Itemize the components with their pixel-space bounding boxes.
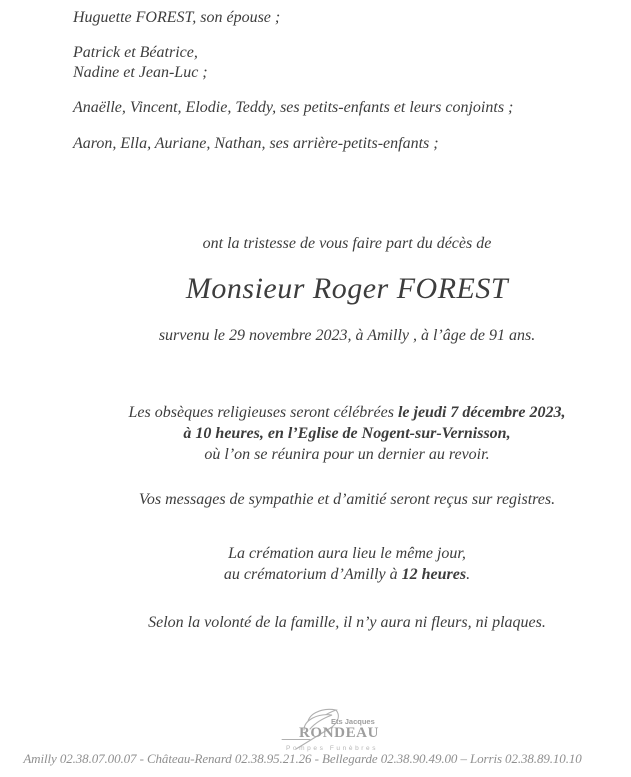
- family-line-children-2: Nadine et Jean-Luc ;: [73, 64, 208, 81]
- logo-ets-label: Ets Jacques: [331, 717, 375, 726]
- ceremony-line-1: [63, 402, 631, 423]
- family-line-children-1: Patrick et Béatrice,: [73, 44, 198, 61]
- ceremony-details: [63, 402, 631, 465]
- ceremony-time-place: à 10 heures, en l’Eglise de Nogent-sur-Vernisson,: [183, 425, 511, 442]
- death-details: survenu le 29 novembre 2023, à Amilly , à l’âge de 91 ans.: [158, 327, 536, 344]
- family-line-spouse: Huguette FOREST, son épouse ;: [73, 9, 281, 26]
- cremation-line-1: La crémation aura lieu le même jour,: [228, 545, 466, 562]
- ceremony-line-3: où l’on se réunira pour un dernier au revoir.: [204, 446, 490, 463]
- cremation-time: 12 heures: [401, 566, 467, 583]
- cremation-details: [63, 543, 631, 585]
- ceremony-line-2: [63, 423, 631, 444]
- ceremony-date: le jeudi 7 décembre 2023,: [397, 404, 566, 421]
- family-line-great-grandchildren: Aaron, Ella, Auriane, Nathan, ses arrière-petits-enfants ;: [73, 135, 439, 152]
- logo-company-name: RONDEAU: [299, 725, 380, 741]
- ceremony-line-1-text: Les obsèques religieuses seront célébrées: [128, 404, 398, 421]
- family-wishes: Selon la volonté de la famille, il n’y aura ni fleurs, ni plaques.: [148, 614, 546, 631]
- condolences-note: Vos messages de sympathie et d’amitié seront reçus sur registres.: [138, 491, 556, 508]
- family-line-grandchildren: Anaëlle, Vincent, Elodie, Teddy, ses petits-enfants et leurs conjoints ;: [73, 99, 514, 116]
- cremation-line-2-end: .: [466, 566, 471, 583]
- footer-contacts: Amilly 02.38.07.00.07 - Château-Renard 02.38.95.21.26 - Bellegarde 02.38.90.49.00 – Lorris 02.38.89.10.10: [23, 751, 582, 766]
- funeral-home-logo: [278, 704, 388, 758]
- deceased-name: Monsieur Roger FOREST: [185, 272, 509, 305]
- logo-subtitle: Pompes Funèbres: [286, 745, 379, 752]
- cremation-line-2-text: au crématorium d’Amilly à: [223, 566, 402, 583]
- cremation-line-2: [63, 564, 631, 585]
- family-children-paragraph: [73, 43, 621, 83]
- announcement-intro: ont la tristesse de vous faire part du décès de: [202, 235, 492, 252]
